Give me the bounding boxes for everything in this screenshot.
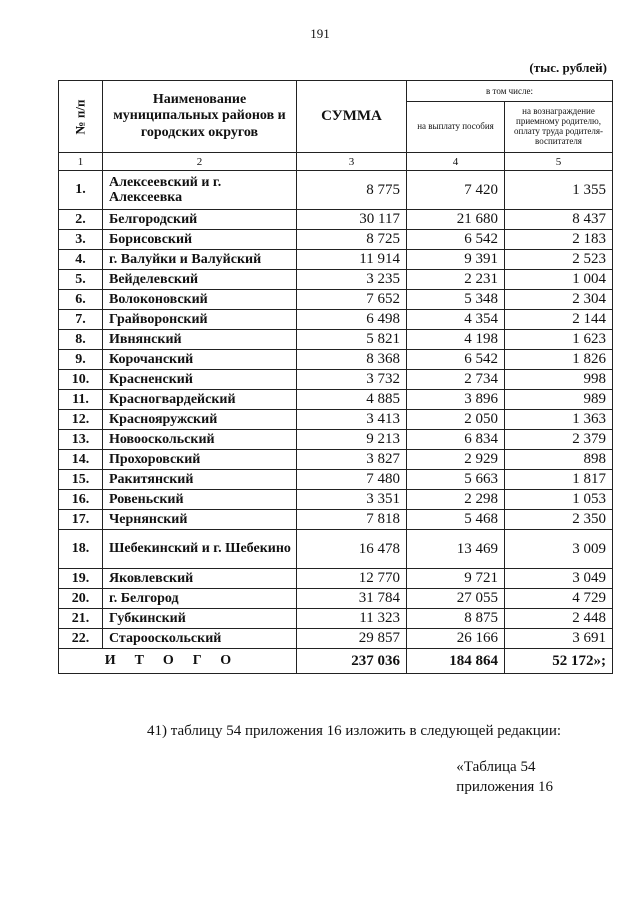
sum-value: 12 770 (297, 569, 407, 589)
row-number: 9. (59, 350, 103, 370)
row-number: 5. (59, 270, 103, 290)
district-name: Новооскольский (103, 430, 297, 450)
amendment-text: 41) таблицу 54 приложения 16 изложить в следующей редакции: (147, 723, 562, 739)
sum-value: 30 117 (297, 210, 407, 230)
benefit-value: 5 663 (407, 470, 505, 490)
reward-value: 2 183 (505, 230, 613, 250)
row-number: 16. (59, 490, 103, 510)
table-row (59, 250, 613, 270)
column-number: 1 (59, 153, 103, 171)
table-row (59, 510, 613, 530)
benefit-value: 26 166 (407, 629, 505, 649)
sum-value: 8 368 (297, 350, 407, 370)
header-number: № п/п (59, 81, 103, 153)
header-benefit: на выплату пособия (407, 102, 505, 153)
sum-value: 31 784 (297, 589, 407, 609)
reward-value: 2 379 (505, 430, 613, 450)
sum-value: 11 323 (297, 609, 407, 629)
table-reference-line: приложения 16 (456, 779, 553, 795)
column-number: 4 (407, 153, 505, 171)
reward-value: 2 350 (505, 510, 613, 530)
sum-value: 7 480 (297, 470, 407, 490)
sum-value: 11 914 (297, 250, 407, 270)
district-name: Алексеевский и г. Алексеевка (103, 171, 297, 210)
benefit-value: 21 680 (407, 210, 505, 230)
reward-value: 1 623 (505, 330, 613, 350)
table-row (59, 330, 613, 350)
table-row (59, 270, 613, 290)
reward-value: 1 004 (505, 270, 613, 290)
row-number: 18. (59, 530, 103, 569)
district-name: Красненский (103, 370, 297, 390)
sum-value: 6 498 (297, 310, 407, 330)
row-number: 22. (59, 629, 103, 649)
sum-value: 7 818 (297, 510, 407, 530)
district-name: Яковлевский (103, 569, 297, 589)
benefit-value: 2 298 (407, 490, 505, 510)
district-name: Губкинский (103, 609, 297, 629)
units-label: (тыс. рублей) (529, 60, 607, 75)
table-row (59, 290, 613, 310)
reward-value: 2 448 (505, 609, 613, 629)
sum-value: 3 732 (297, 370, 407, 390)
reward-value: 3 009 (505, 530, 613, 569)
benefit-value: 2 929 (407, 450, 505, 470)
table-row (59, 390, 613, 410)
district-name: Борисовский (103, 230, 297, 250)
reward-value: 1 053 (505, 490, 613, 510)
table-row (59, 530, 613, 569)
table-row (59, 410, 613, 430)
sum-value: 8 775 (297, 171, 407, 210)
reward-value: 2 304 (505, 290, 613, 310)
header-name: Наименование муниципальных районов и городских округов (103, 81, 297, 153)
reward-value: 3 049 (505, 569, 613, 589)
row-number: 13. (59, 430, 103, 450)
reward-value: 998 (505, 370, 613, 390)
district-name: Прохоровский (103, 450, 297, 470)
sum-value: 29 857 (297, 629, 407, 649)
row-number: 15. (59, 470, 103, 490)
table-row (59, 470, 613, 490)
table-row (59, 370, 613, 390)
district-name: Белгородский (103, 210, 297, 230)
sum-value: 16 478 (297, 530, 407, 569)
total-reward: 52 172»; (505, 649, 613, 674)
district-name: Волоконовский (103, 290, 297, 310)
benefit-value: 9 721 (407, 569, 505, 589)
reward-value: 8 437 (505, 210, 613, 230)
row-number: 3. (59, 230, 103, 250)
row-number: 20. (59, 589, 103, 609)
table-row (59, 230, 613, 250)
benefit-value: 4 354 (407, 310, 505, 330)
table-row (59, 450, 613, 470)
budget-table (58, 80, 613, 674)
district-name: Чернянский (103, 510, 297, 530)
benefit-value: 9 391 (407, 250, 505, 270)
table-row (59, 310, 613, 330)
reward-value: 989 (505, 390, 613, 410)
table-row (59, 589, 613, 609)
benefit-value: 6 834 (407, 430, 505, 450)
benefit-value: 7 420 (407, 171, 505, 210)
benefit-value: 6 542 (407, 350, 505, 370)
district-name: Красногвардейский (103, 390, 297, 410)
reward-value: 898 (505, 450, 613, 470)
table-row (59, 490, 613, 510)
table-reference-line: «Таблица 54 (456, 759, 536, 775)
table-row (59, 171, 613, 210)
column-number: 3 (297, 153, 407, 171)
benefit-value: 8 875 (407, 609, 505, 629)
row-number: 11. (59, 390, 103, 410)
row-number: 6. (59, 290, 103, 310)
reward-value: 4 729 (505, 589, 613, 609)
row-number: 17. (59, 510, 103, 530)
benefit-value: 2 231 (407, 270, 505, 290)
district-name: г. Белгород (103, 589, 297, 609)
benefit-value: 4 198 (407, 330, 505, 350)
header-sum: СУММА (297, 81, 407, 153)
row-number: 12. (59, 410, 103, 430)
table-row (59, 629, 613, 649)
row-number: 19. (59, 569, 103, 589)
sum-value: 8 725 (297, 230, 407, 250)
sum-value: 7 652 (297, 290, 407, 310)
header-reward: на вознаграждение приемному родителю, оплату труда родителя-воспитателя (505, 102, 613, 153)
sum-value: 3 351 (297, 490, 407, 510)
reward-value: 1 817 (505, 470, 613, 490)
table-row (59, 569, 613, 589)
district-name: Вейделевский (103, 270, 297, 290)
table-row (59, 609, 613, 629)
header-including: в том числе: (407, 81, 613, 102)
benefit-value: 2 050 (407, 410, 505, 430)
reward-value: 1 363 (505, 410, 613, 430)
total-label: ИТОГО (59, 649, 297, 674)
column-number: 2 (103, 153, 297, 171)
row-number: 7. (59, 310, 103, 330)
benefit-value: 2 734 (407, 370, 505, 390)
row-number: 2. (59, 210, 103, 230)
sum-value: 3 235 (297, 270, 407, 290)
sum-value: 5 821 (297, 330, 407, 350)
sum-value: 9 213 (297, 430, 407, 450)
reward-value: 2 523 (505, 250, 613, 270)
column-number: 5 (505, 153, 613, 171)
benefit-value: 5 348 (407, 290, 505, 310)
district-name: Ивнянский (103, 330, 297, 350)
benefit-value: 5 468 (407, 510, 505, 530)
table-row (59, 350, 613, 370)
district-name: Старооскольский (103, 629, 297, 649)
benefit-value: 13 469 (407, 530, 505, 569)
district-name: г. Валуйки и Валуйский (103, 250, 297, 270)
total-sum: 237 036 (297, 649, 407, 674)
district-name: Ровеньский (103, 490, 297, 510)
sum-value: 3 827 (297, 450, 407, 470)
district-name: Шебекинский и г. Шебекино (103, 530, 297, 569)
benefit-value: 27 055 (407, 589, 505, 609)
row-number: 1. (59, 171, 103, 210)
row-number: 8. (59, 330, 103, 350)
district-name: Грайворонский (103, 310, 297, 330)
benefit-value: 6 542 (407, 230, 505, 250)
district-name: Ракитянский (103, 470, 297, 490)
row-number: 21. (59, 609, 103, 629)
reward-value: 1 826 (505, 350, 613, 370)
reward-value: 3 691 (505, 629, 613, 649)
reward-value: 2 144 (505, 310, 613, 330)
page-number: 191 (310, 26, 330, 41)
total-benefit: 184 864 (407, 649, 505, 674)
sum-value: 4 885 (297, 390, 407, 410)
row-number: 4. (59, 250, 103, 270)
table-row (59, 210, 613, 230)
benefit-value: 3 896 (407, 390, 505, 410)
district-name: Краснояружский (103, 410, 297, 430)
table-row (59, 430, 613, 450)
district-name: Корочанский (103, 350, 297, 370)
sum-value: 3 413 (297, 410, 407, 430)
row-number: 14. (59, 450, 103, 470)
row-number: 10. (59, 370, 103, 390)
reward-value: 1 355 (505, 171, 613, 210)
total-row (59, 649, 613, 674)
table-reference (456, 757, 553, 797)
